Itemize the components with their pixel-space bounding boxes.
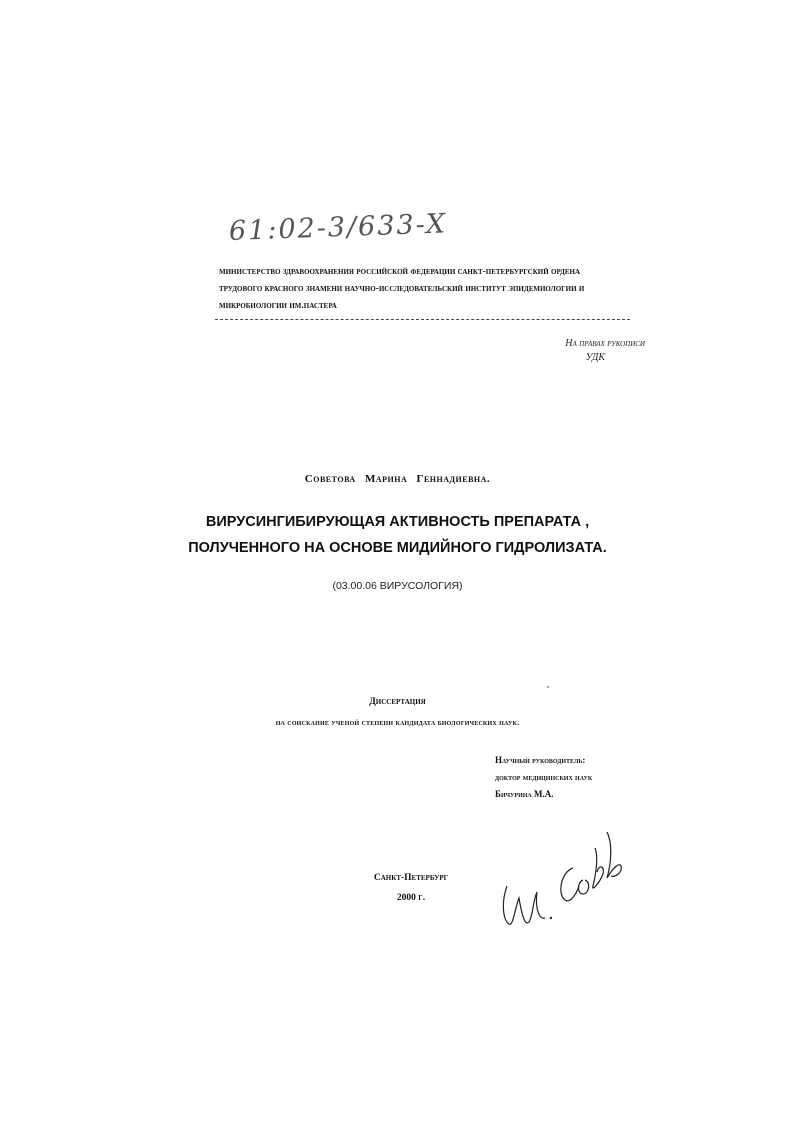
advisor-block [495, 752, 592, 803]
dissertation-label: Диссертация [369, 697, 426, 707]
title-line-1: ВИРУСИНГИБИРУЮЩАЯ АКТИВНОСТЬ ПРЕПАРАТА , [205, 514, 590, 530]
title-line-2: ПОЛУЧЕННОГО НА ОСНОВЕ МИДИЙНОГО ГИДРОЛИЗАТА. [188, 540, 607, 556]
manuscript-rights: На правах рукописи [565, 338, 645, 349]
organization-line-3: микробиологии им.пастера [219, 301, 337, 311]
archive-mark: 61:02-3/633-X [228, 208, 448, 247]
advisor-name: Бичурина М.А. [495, 789, 554, 799]
advisor-degree: доктор медицинских наук [495, 772, 593, 782]
rights-block [565, 337, 645, 365]
place-block [0, 868, 795, 908]
specialty-code: (03.00.06 ВИРУСОЛОГИЯ) [332, 580, 463, 592]
signature [495, 828, 635, 938]
organization-line-2: трудового красного знамени научно-исследовательский институт эпидемиологии и [219, 284, 585, 294]
year: 2000 г. [396, 893, 426, 903]
author-name: Советова Марина Геннадиевна. [304, 473, 491, 485]
scan-speck [547, 686, 549, 688]
dissertation-title [0, 509, 795, 561]
organization-line-1: министерство здравоохранения российской федерации санкт-петербургский ордена [219, 267, 581, 277]
udc-label: УДК [585, 352, 605, 363]
header-divider [215, 319, 630, 320]
advisor-role: Научный руководитель: [495, 755, 586, 765]
organization-header [219, 264, 639, 315]
dissertation-subtitle: на соискание ученой степени кандидата биологических наук. [275, 718, 520, 727]
city: Санкт-Петербург [373, 873, 449, 883]
